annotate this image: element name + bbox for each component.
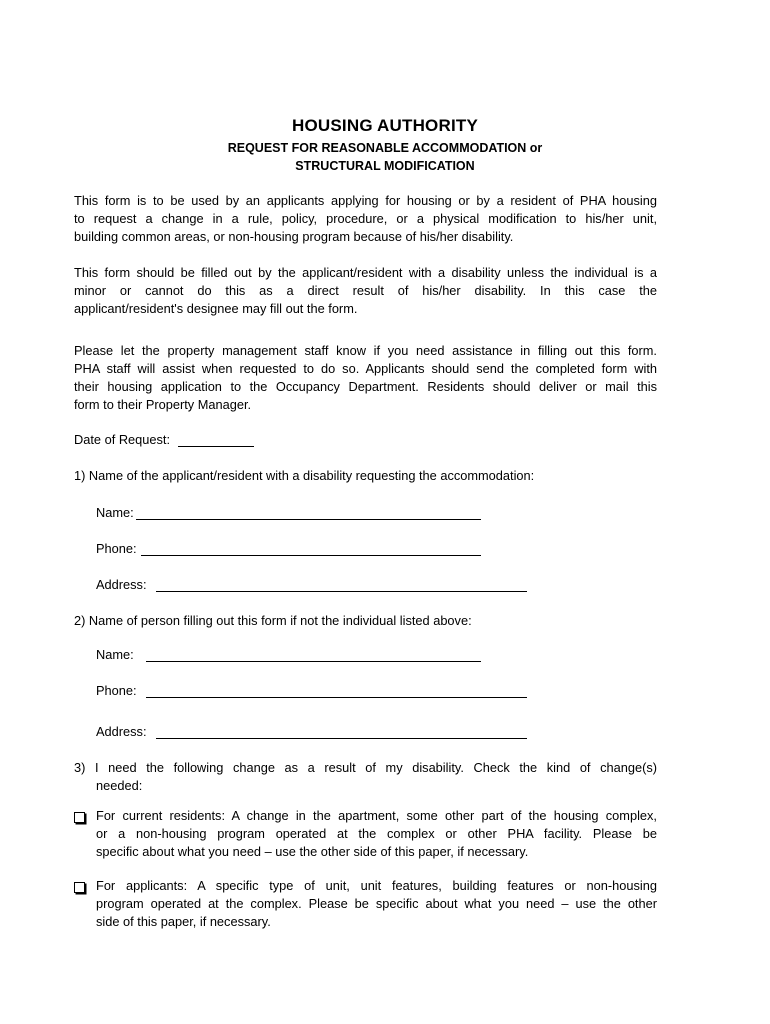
q2-address-field[interactable] bbox=[156, 738, 527, 739]
question-1-label: 1) Name of the applicant/resident with a disability requesting the accommodation: bbox=[74, 468, 535, 483]
q2-phone-field[interactable] bbox=[146, 697, 527, 698]
text-line: For applicants: A specific type of unit, unit features, building features or non-housing bbox=[96, 878, 657, 893]
text-line: building common areas, or non-housing program because of his/her disability. bbox=[74, 229, 514, 244]
applicants-checkbox[interactable] bbox=[74, 882, 85, 893]
q1-address-label: Address: bbox=[96, 577, 147, 592]
text-line: For current residents: A change in the apartment, some other part of the housing complex, bbox=[96, 808, 657, 823]
q2-name-field[interactable] bbox=[146, 661, 481, 662]
q2-address-label: Address: bbox=[96, 724, 147, 739]
text-line: PHA staff will assist when requested to do so. Applicants should send the completed form with bbox=[74, 361, 657, 376]
q1-name-label: Name: bbox=[96, 505, 134, 520]
q1-phone-field[interactable] bbox=[141, 555, 481, 556]
page-title: HOUSING AUTHORITY bbox=[292, 116, 478, 135]
date-of-request-field[interactable] bbox=[178, 446, 254, 447]
form-subtitle-line1: REQUEST FOR REASONABLE ACCOMMODATION or bbox=[227, 141, 543, 155]
text-line: program operated at the complex. Please be specific about what you need – use the other bbox=[96, 896, 657, 911]
residents-option-text bbox=[96, 807, 657, 861]
text-line: minor or cannot do this as a direct result of his/her disability. In this case the bbox=[74, 283, 657, 298]
question-3-label bbox=[74, 759, 657, 795]
text-line: form to their Property Manager. bbox=[74, 397, 252, 412]
question-2-label: 2) Name of person filling out this form if not the individual listed above: bbox=[74, 613, 472, 628]
intro-paragraph-1 bbox=[74, 192, 657, 246]
form-subtitle-line2: STRUCTURAL MODIFICATION bbox=[295, 159, 475, 173]
text-line: or a non-housing program operated at the complex or other PHA facility. Please be bbox=[96, 826, 657, 841]
date-of-request-label: Date of Request: bbox=[74, 432, 171, 447]
text-line: 3) I need the following change as a result of my disability. Check the kind of change(s) bbox=[74, 760, 657, 775]
q2-name-label: Name: bbox=[96, 647, 134, 662]
q1-address-field[interactable] bbox=[156, 591, 527, 592]
residents-checkbox[interactable] bbox=[74, 812, 85, 823]
q1-phone-label: Phone: bbox=[96, 541, 137, 556]
text-line: needed: bbox=[96, 778, 143, 793]
text-line: This form is to be used by an applicants applying for housing or by a resident of PHA housing bbox=[74, 193, 657, 208]
text-line: side of this paper, if necessary. bbox=[96, 914, 271, 929]
text-line: Please let the property management staff know if you need assistance in filling out this form. bbox=[74, 343, 657, 358]
text-line: applicant/resident's designee may fill out the form. bbox=[74, 301, 358, 316]
text-line: their housing application to the Occupancy Department. Residents should deliver or mail this bbox=[74, 379, 657, 394]
intro-paragraph-3 bbox=[74, 342, 657, 414]
q2-phone-label: Phone: bbox=[96, 683, 137, 698]
intro-paragraph-2 bbox=[74, 264, 657, 318]
applicants-option-text bbox=[96, 877, 657, 931]
text-line: This form should be filled out by the applicant/resident with a disability unless the individual is a bbox=[74, 265, 657, 280]
q1-name-field[interactable] bbox=[136, 519, 481, 520]
text-line: to request a change in a rule, policy, procedure, or a physical modification to his/her unit, bbox=[74, 211, 657, 226]
text-line: specific about what you need – use the other side of this paper, if necessary. bbox=[96, 844, 529, 859]
